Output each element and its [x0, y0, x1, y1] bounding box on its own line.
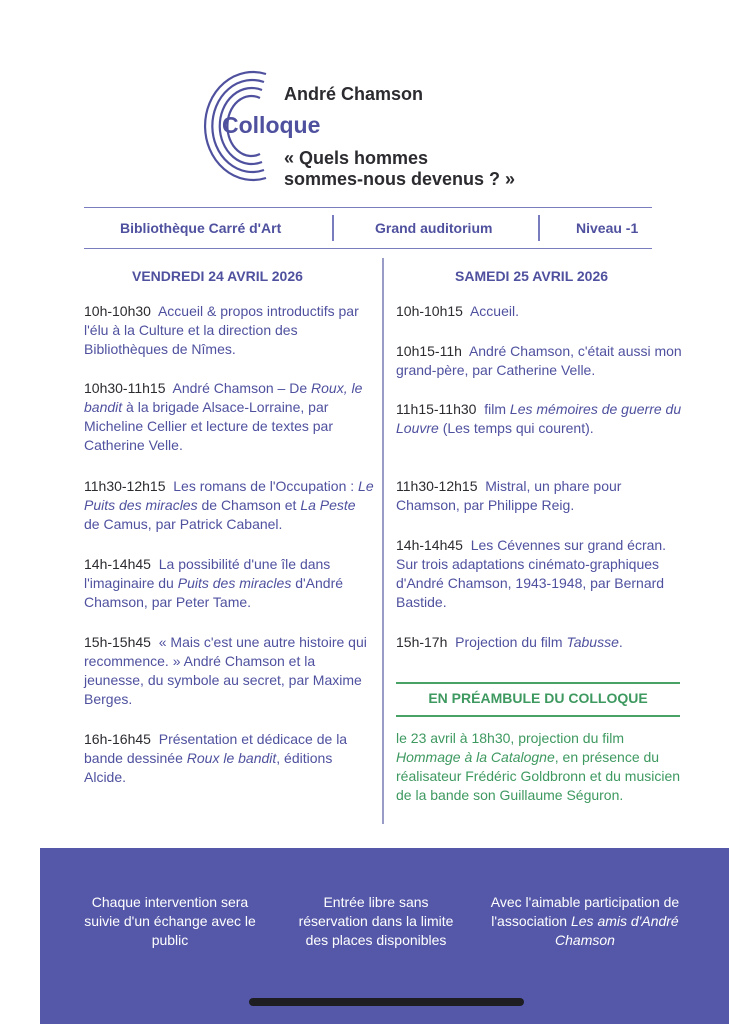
- program-entry: [396, 400, 686, 438]
- location-divider: [538, 215, 540, 241]
- entry-time: 10h-10h15: [396, 303, 463, 319]
- entry-text: à la brigade Alsace-Lorraine, par Micheline Cellier et lecture de textes par Catherine Velle.: [84, 399, 334, 453]
- footer-participation-text: Avec l'aimable participation de l'association: [490, 894, 680, 929]
- location-level: Niveau -1: [576, 220, 639, 236]
- entry-text: Présentation et dédicace de la bande dessinée: [84, 731, 348, 766]
- program-entry: [84, 302, 374, 359]
- entry-italic: Tabusse: [566, 634, 619, 650]
- location-bar: [84, 207, 652, 249]
- program-entry: [84, 379, 374, 455]
- program-entry: [396, 477, 686, 515]
- entry-text: « Mais c'est une autre histoire qui recommence. » André Chamson et la jeunesse, du symbole au secret, par Maxime Berges.: [84, 634, 367, 707]
- entry-time: 10h-10h30: [84, 303, 151, 319]
- entry-text: Mistral, un phare pour Chamson, par Philippe Reig.: [396, 478, 622, 513]
- question-line-2: sommes-nous devenus ? »: [284, 169, 516, 189]
- entry-text: Les romans de l'Occupation :: [173, 478, 359, 494]
- footer-participation-note: [482, 893, 688, 950]
- entry-text: d'André Chamson, par Peter Tame.: [84, 575, 344, 610]
- entry-text: Accueil.: [469, 303, 519, 319]
- entry-time: 16h-16h45: [84, 731, 151, 747]
- author-name: André Chamson: [284, 84, 424, 104]
- entry-text: film: [484, 401, 510, 417]
- program-entry: [84, 555, 374, 612]
- entry-text: (Les temps qui courent).: [438, 420, 594, 436]
- question-line-1: « Quels hommes: [284, 148, 429, 168]
- entry-text: André Chamson, c'était aussi mon grand-père, par Catherine Velle.: [396, 343, 682, 378]
- colloque-title: Colloque: [222, 112, 321, 138]
- preamble-divider: [396, 682, 680, 684]
- footer-association-name: Les amis d'André Chamson: [555, 913, 679, 948]
- entry-italic: Les mémoires de guerre du Louvre: [396, 401, 682, 436]
- location-room: Grand auditorium: [375, 220, 493, 236]
- entry-italic: La Peste: [300, 497, 356, 513]
- entry-time: 14h-14h45: [84, 556, 151, 572]
- colloque-question: [284, 148, 515, 190]
- entry-text: André Chamson – De: [172, 380, 312, 396]
- entry-text: Accueil & propos introductifs par l'élu à la Culture et la direction des Bibliothèques de Nîmes.: [84, 303, 359, 357]
- entry-time: 15h-17h: [396, 634, 448, 650]
- entry-text: de Chamson et: [197, 497, 301, 513]
- program-entry: [84, 477, 374, 534]
- program-entry: [84, 730, 374, 787]
- entry-time: 15h-15h45: [84, 634, 151, 650]
- entry-text: , éditions Alcide.: [84, 750, 333, 785]
- location-divider: [332, 215, 334, 241]
- entry-text: Projection du film: [455, 634, 567, 650]
- entry-time: 10h15-11h: [396, 343, 462, 359]
- program-entry: [396, 302, 686, 321]
- entry-italic: Le Puits des miracles: [84, 478, 374, 513]
- entry-time: 10h30-11h15: [84, 380, 166, 396]
- preamble-divider: [396, 715, 680, 717]
- entry-time: 11h15-11h30: [396, 401, 477, 417]
- column-divider: [382, 258, 384, 824]
- entry-text: Les Cévennes sur grand écran. Sur trois adaptations cinémato-graphiques d'André Chamson, 1943-1948, par Bernard Bastide.: [396, 537, 667, 610]
- entry-time: 11h30-12h15: [84, 478, 166, 494]
- saturday-title: SAMEDI 25 AVRIL 2026: [455, 268, 609, 284]
- friday-title: VENDREDI 24 AVRIL 2026: [132, 268, 303, 284]
- entry-time: 11h30-12h15: [396, 478, 478, 494]
- preamble-film-title: Hommage à la Catalogne: [396, 749, 555, 765]
- program-entry: [396, 633, 686, 652]
- location-library: Bibliothèque Carré d'Art: [120, 220, 282, 236]
- program-entry: [396, 342, 686, 380]
- entry-text: de Camus, par Patrick Cabanel.: [84, 516, 283, 532]
- entry-text: .: [618, 634, 623, 650]
- preamble-text-part: le 23 avril à 18h30, projection du film: [396, 730, 625, 746]
- program-entry: [84, 633, 374, 709]
- entry-time: 14h-14h45: [396, 537, 463, 553]
- entry-italic: Roux, le bandit: [84, 380, 363, 415]
- home-indicator[interactable]: [249, 998, 524, 1006]
- preamble-text-part: , en présence du réalisateur Frédéric Goldbronn et du musicien de la bande son Guillaume Séguron.: [396, 749, 681, 803]
- entry-italic: Puits des miracles: [177, 575, 292, 591]
- preamble-title: EN PRÉAMBULE DU COLLOQUE: [428, 690, 648, 706]
- program-entry: [396, 536, 686, 612]
- footer-exchange-note: Chaque intervention sera suivie d'un échange avec le public: [84, 894, 256, 948]
- preamble-text: [396, 729, 686, 805]
- footer-entry-note: Entrée libre sans réservation dans la limite des places disponibles: [298, 894, 454, 948]
- entry-italic: Roux le bandit: [186, 750, 277, 766]
- entry-text: La possibilité d'une île dans l'imaginaire du: [84, 556, 331, 591]
